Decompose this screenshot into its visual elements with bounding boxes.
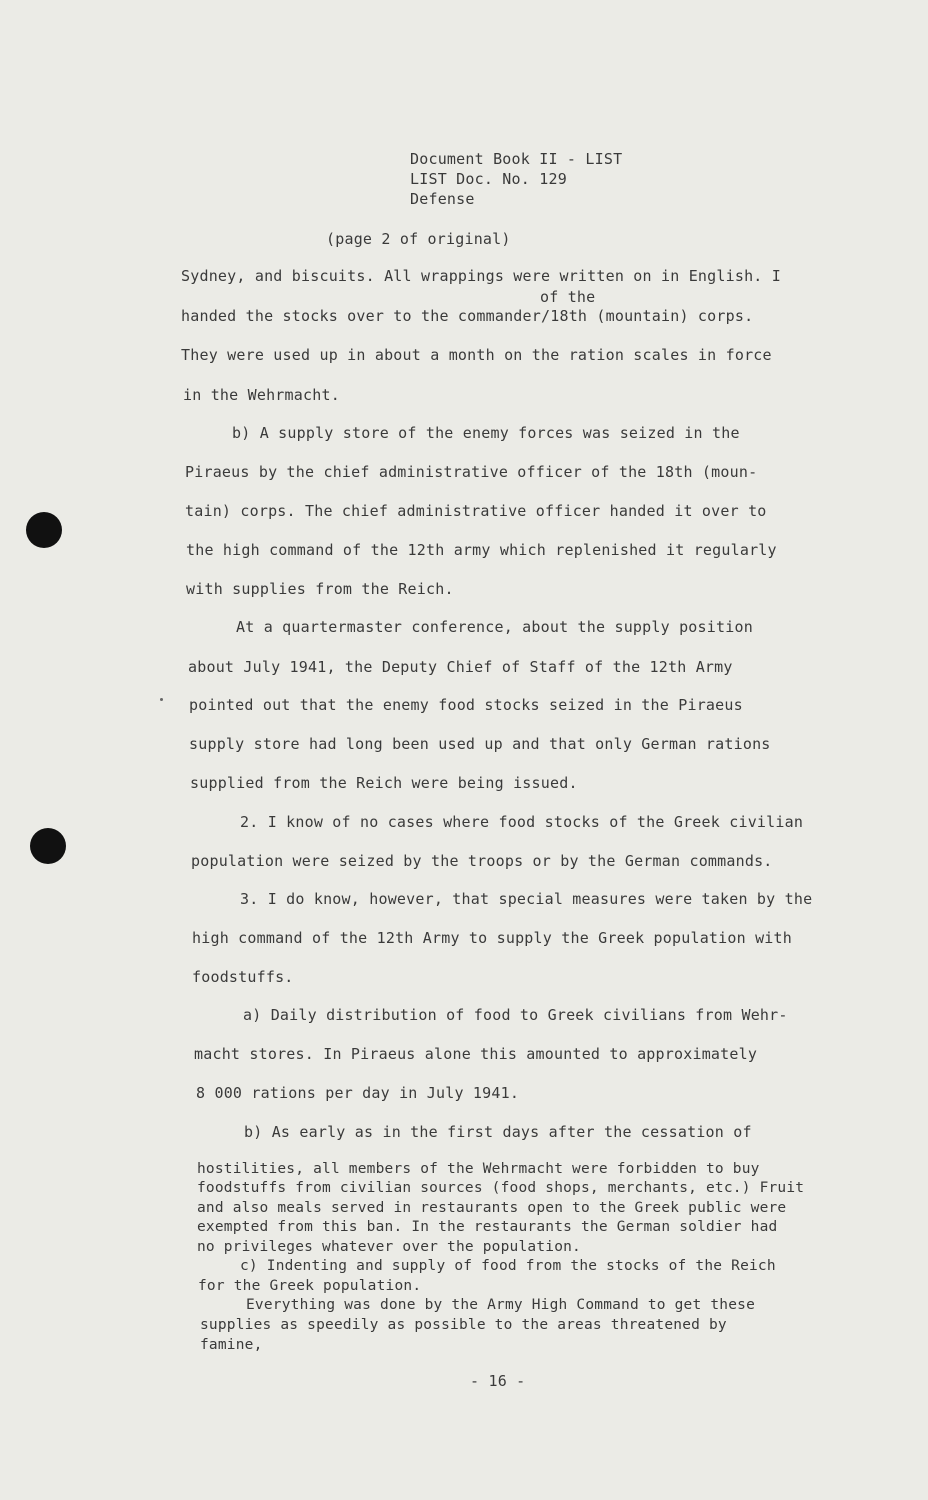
body-line: 2. I know of no cases where food stocks of the Greek civilian (240, 813, 804, 831)
body-line: foodstuffs from civilian sources (food shops, merchants, etc.) Fruit (197, 1180, 805, 1196)
paper-speck (160, 698, 163, 701)
body-line: about July 1941, the Deputy Chief of Staff of the 12th Army (188, 658, 733, 676)
body-line: pointed out that the enemy food stocks seized in the Piraeus (189, 696, 743, 714)
header-line-1: Document Book II - LIST (410, 150, 623, 168)
body-line: supplies as speedily as possible to the areas threatened by (200, 1317, 727, 1333)
body-line: supplied from the Reich were being issued. (190, 774, 578, 792)
body-line: and also meals served in restaurants open to the Greek public were (197, 1200, 787, 1216)
body-line: At a quartermaster conference, about the supply position (236, 618, 753, 636)
body-line: handed the stocks over to the commander/18th (mountain) corps. (181, 307, 754, 325)
page-reference: (page 2 of original) (326, 230, 511, 248)
insertion-note: of the (540, 288, 596, 306)
body-line: Piraeus by the chief administrative officer of the 18th (moun- (185, 463, 758, 481)
body-line: b) As early as in the first days after the cessation of (244, 1123, 752, 1141)
body-line: for the Greek population. (198, 1278, 422, 1294)
body-line: Sydney, and biscuits. All wrappings were written on in English. I (181, 267, 781, 285)
body-line: with supplies from the Reich. (186, 580, 454, 598)
body-line: c) Indenting and supply of food from the stocks of the Reich (240, 1258, 776, 1274)
body-line: They were used up in about a month on the ration scales in force (181, 346, 772, 364)
body-line: exempted from this ban. In the restaurants the German soldier had (197, 1219, 778, 1235)
body-line: Everything was done by the Army High Command to get these (246, 1297, 755, 1313)
header-line-2: LIST Doc. No. 129 (410, 170, 567, 188)
body-line: 8 000 rations per day in July 1941. (196, 1084, 520, 1102)
body-line: hostilities, all members of the Wehrmacht were forbidden to buy (197, 1161, 760, 1177)
body-line: b) A supply store of the enemy forces was seized in the (232, 424, 740, 442)
punch-hole-bottom (30, 828, 66, 864)
body-line: supply store had long been used up and that only German rations (189, 735, 771, 753)
body-line: 3. I do know, however, that special measures were taken by the (240, 890, 813, 908)
body-line: no privileges whatever over the population. (197, 1239, 581, 1255)
page-number: - 16 - (470, 1372, 526, 1390)
body-line: macht stores. In Piraeus alone this amounted to approximately (194, 1045, 758, 1063)
punch-hole-top (26, 512, 62, 548)
body-line: high command of the 12th Army to supply the Greek population with (192, 929, 792, 947)
body-line: population were seized by the troops or by the German commands. (191, 852, 773, 870)
body-line: a) Daily distribution of food to Greek civilians from Wehr- (243, 1006, 788, 1024)
body-line: tain) corps. The chief administrative officer handed it over to (185, 502, 767, 520)
header-line-3: Defense (410, 190, 475, 208)
body-line: famine, (200, 1337, 263, 1353)
body-line: the high command of the 12th army which replenished it regularly (186, 541, 777, 559)
body-line: in the Wehrmacht. (183, 386, 340, 404)
body-line: foodstuffs. (192, 968, 294, 986)
